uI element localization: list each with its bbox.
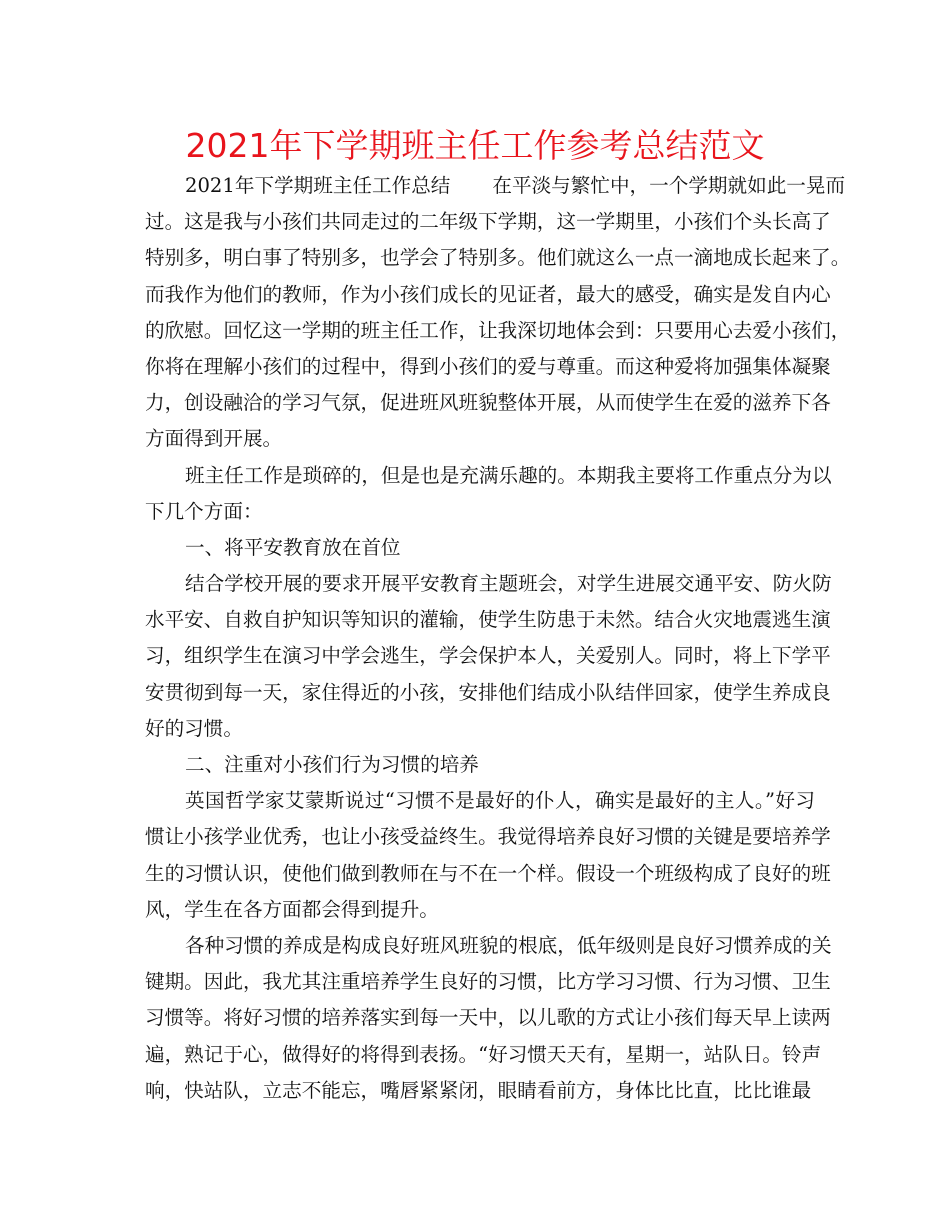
paragraph-line: 安贯彻到每一天，家住得近的小孩，安排他们结成小队结伴回家，使学生养成良: [145, 680, 831, 704]
paragraph-line: 生的习惯认识，使他们做到教师在与不在一个样。假设一个班级构成了良好的班: [145, 861, 831, 885]
paragraph-line: 习惯等。将好习惯的培养落实到每一天中，以儿歌的方式让小孩们每天早上读两: [145, 1006, 831, 1030]
paragraph-line: 力，创设融洽的学习气氛，促进班风班貌整体开展，从而使学生在爱的滋养下各: [145, 391, 831, 415]
paragraph-line: 的欣慰。回忆这一学期的班主任工作，让我深切地体会到：只要用心去爱小孩们，: [145, 318, 851, 342]
section-heading: 一、将平安教育放在首位: [185, 535, 401, 559]
paragraph-line: 下几个方面：: [145, 499, 263, 523]
paragraph-text: 在平淡与繁忙中，一个学期就如此一晃而: [492, 174, 846, 197]
paragraph-line: 好的习惯。: [145, 716, 243, 740]
paragraph-line: 水平安、自救自护知识等知识的灌输，使学生防患于未然。结合火灾地震逃生演: [145, 608, 831, 632]
paragraph-line: 英国哲学家艾蒙斯说过“习惯不是最好的仆人，确实是最好的主人。”好习: [185, 789, 815, 813]
paragraph-line: 过。这是我与小孩们共同走过的二年级下学期，这一学期里，小孩们个头长高了: [145, 210, 831, 234]
paragraph-line: 习，组织学生在演习中学会逃生，学会保护本人，关爱别人。同时，将上下学平: [145, 644, 831, 668]
paragraph-line: 结合学校开展的要求开展平安教育主题班会，对学生进展交通平安、防火防: [185, 572, 832, 596]
paragraph-line: 方面得到开展。: [145, 427, 283, 451]
paragraph-line: [145, 168, 846, 204]
section-heading: 二、注重对小孩们行为习惯的培养: [185, 753, 479, 776]
document-title: 2021年下学期班主任工作参考总结范文: [185, 126, 765, 165]
document-body: [145, 168, 851, 1109]
subtitle-text: 2021年下学期班主任工作总结: [185, 174, 451, 197]
paragraph-line: 而我作为他们的教师，作为小孩们成长的见证者，最大的感受，确实是发自内心: [145, 282, 831, 306]
paragraph-line: 各种习惯的养成是构成良好班风班貌的根底，低年级则是良好习惯养成的关: [185, 933, 832, 957]
paragraph-line: 风，学生在各方面都会得到提升。: [145, 897, 439, 921]
paragraph-line: 惯让小孩学业优秀，也让小孩受益终生。我觉得培养良好习惯的关键是要培养学: [145, 825, 831, 849]
paragraph-line: 响，快站队，立志不能忘，嘴唇紧紧闭，眼睛看前方，身体比比直，比比谁最: [145, 1078, 812, 1102]
paragraph-line: 特别多，明白事了特别多，也学会了特别多。他们就这么一点一滴地成长起来了。: [145, 246, 851, 270]
paragraph-line: 班主任工作是琐碎的，但是也是充满乐趣的。本期我主要将工作重点分为以: [185, 463, 832, 487]
paragraph-line: 你将在理解小孩们的过程中，得到小孩们的爱与尊重。而这种爱将加强集体凝聚: [145, 354, 831, 378]
paragraph-line: 键期。因此，我尤其注重培养学生良好的习惯，比方学习习惯、行为习惯、卫生: [145, 970, 831, 994]
paragraph-line: 遍，熟记于心，做得好的将得到表扬。“好习惯天天有，星期一，站队日。铃声: [145, 1042, 822, 1066]
